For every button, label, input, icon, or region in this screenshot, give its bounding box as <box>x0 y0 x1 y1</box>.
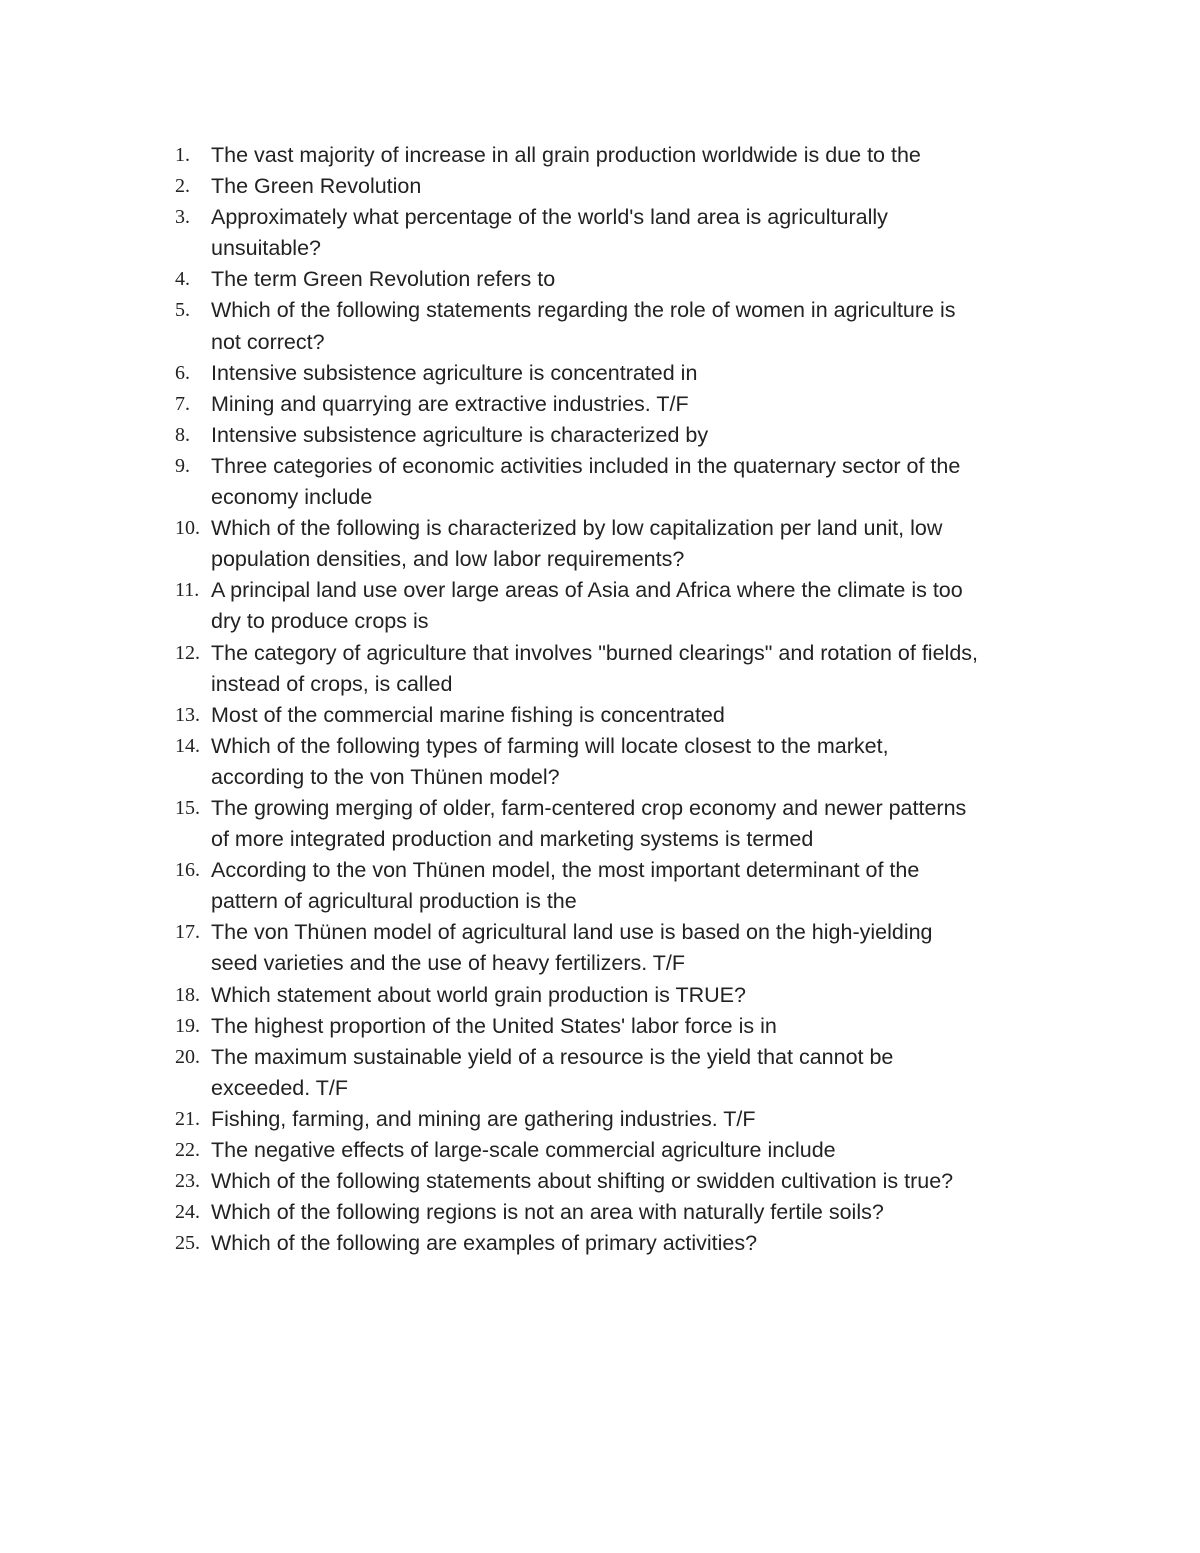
question-item <box>163 202 1063 264</box>
question-text-line: Which of the following are examples of primary activities? <box>211 1231 758 1256</box>
question-text <box>211 1135 1063 1166</box>
question-number: 19. <box>175 1014 200 1037</box>
question-text-line: The growing merging of older, farm-centered crop economy and newer patterns <box>211 795 967 820</box>
question-text-line: Which of the following regions is not an area with naturally fertile soils? <box>211 1200 884 1225</box>
question-text-line: according to the von Thünen model? <box>211 764 560 789</box>
question-text <box>211 451 1063 513</box>
question-number: 16. <box>175 859 200 882</box>
question-number: 10. <box>175 517 200 540</box>
question-text-line: population densities, and low labor requirements? <box>211 547 685 572</box>
question-item <box>163 140 1063 171</box>
question-text <box>211 202 1063 264</box>
question-text <box>211 917 1063 979</box>
question-text-line: The Green Revolution <box>211 174 422 199</box>
question-text-line: unsuitable? <box>211 236 321 261</box>
question-text <box>211 358 1063 389</box>
question-number: 25. <box>175 1232 200 1255</box>
question-number: 17. <box>175 921 200 944</box>
question-number: 8. <box>175 423 190 446</box>
question-number: 24. <box>175 1201 200 1224</box>
question-number: 1. <box>175 144 190 166</box>
question-text-line: of more integrated production and marketing systems is termed <box>211 827 814 852</box>
question-text-line: Intensive subsistence agriculture is concentrated in <box>211 360 698 385</box>
question-text-line: Which of the following statements regarding the role of women in agriculture is <box>211 298 956 323</box>
question-text <box>211 1166 1063 1197</box>
question-text-line: Which statement about world grain production is TRUE? <box>211 982 746 1007</box>
question-item <box>163 575 1063 637</box>
question-item <box>163 700 1063 731</box>
question-number: 2. <box>175 175 190 198</box>
question-item <box>163 1166 1063 1197</box>
question-number: 18. <box>175 983 200 1006</box>
question-item <box>163 389 1063 420</box>
question-text-line: Which of the following types of farming will locate closest to the market, <box>211 733 889 758</box>
question-text-line: exceeded. T/F <box>211 1075 349 1100</box>
question-text-line: The vast majority of increase in all grain production worldwide is due to the <box>211 143 921 167</box>
question-number: 23. <box>175 1170 200 1193</box>
question-item <box>163 171 1063 202</box>
question-number: 4. <box>175 268 190 291</box>
question-text-line: The maximum sustainable yield of a resource is the yield that cannot be <box>211 1044 894 1069</box>
question-number: 3. <box>175 206 190 229</box>
question-text-line: The term Green Revolution refers to <box>211 267 556 292</box>
question-text <box>211 389 1063 420</box>
question-text-line: The highest proportion of the United States' labor force is in <box>211 1013 777 1038</box>
question-number: 14. <box>175 734 200 757</box>
question-item <box>163 451 1063 513</box>
question-text <box>211 638 1063 700</box>
question-text <box>211 1197 1063 1228</box>
question-text-line: seed varieties and the use of heavy fertilizers. T/F <box>211 951 686 976</box>
question-text-line: The category of agriculture that involves "burned clearings" and rotation of fields, <box>211 640 978 665</box>
question-text-line: The negative effects of large-scale commercial agriculture include <box>211 1138 836 1162</box>
question-text <box>211 855 1063 917</box>
question-text <box>211 731 1063 793</box>
question-item <box>163 420 1063 451</box>
question-number: 11. <box>175 579 200 602</box>
question-item <box>163 980 1063 1011</box>
question-text-line: Fishing, farming, and mining are gathering industries. T/F <box>211 1106 756 1131</box>
question-text-line: Three categories of economic activities included in the quaternary sector of the <box>211 453 961 478</box>
question-text <box>211 420 1063 451</box>
question-item <box>163 855 1063 917</box>
question-item <box>163 917 1063 979</box>
question-number: 9. <box>175 454 190 477</box>
question-text <box>211 980 1063 1011</box>
question-item <box>163 358 1063 389</box>
question-text-line: not correct? <box>211 329 325 354</box>
question-text-line: Most of the commercial marine fishing is concentrated <box>211 702 725 727</box>
question-item <box>163 1011 1063 1042</box>
question-text <box>211 1104 1063 1135</box>
question-number: 5. <box>175 299 190 322</box>
question-text-line: instead of crops, is called <box>211 671 453 696</box>
question-number: 22. <box>175 1139 200 1161</box>
question-text <box>211 700 1063 731</box>
question-text-line: Mining and quarrying are extractive industries. T/F <box>211 391 689 416</box>
question-item <box>163 1228 1063 1259</box>
question-number: 15. <box>175 796 200 819</box>
question-item <box>163 1042 1063 1104</box>
question-number: 21. <box>175 1107 200 1130</box>
question-item <box>163 793 1063 855</box>
question-item <box>163 638 1063 700</box>
question-text-line: economy include <box>211 485 373 510</box>
question-text <box>211 264 1063 295</box>
question-number: 6. <box>175 361 190 384</box>
question-text <box>211 295 1063 357</box>
question-number: 7. <box>175 392 190 415</box>
question-text <box>211 171 1063 202</box>
question-text-line: Which of the following statements about shifting or swidden cultivation is true? <box>211 1169 954 1194</box>
question-item <box>163 264 1063 295</box>
question-item <box>163 513 1063 575</box>
question-item <box>163 1197 1063 1228</box>
question-item <box>163 1104 1063 1135</box>
question-text <box>211 1042 1063 1104</box>
question-text-line: Intensive subsistence agriculture is characterized by <box>211 422 709 447</box>
question-number: 12. <box>175 641 200 664</box>
question-list <box>163 140 1063 1259</box>
question-text <box>211 793 1063 855</box>
question-item <box>163 295 1063 357</box>
question-text <box>211 140 1063 171</box>
question-text-line: A principal land use over large areas of Asia and Africa where the climate is too <box>211 578 963 603</box>
question-number: 13. <box>175 703 200 726</box>
question-text <box>211 513 1063 575</box>
question-text-line: The von Thünen model of agricultural land use is based on the high-yielding <box>211 920 933 945</box>
question-item <box>163 731 1063 793</box>
question-text-line: pattern of agricultural production is the <box>211 889 577 914</box>
question-number: 20. <box>175 1045 200 1068</box>
question-text-line: According to the von Thünen model, the most important determinant of the <box>211 858 920 883</box>
question-text <box>211 575 1063 637</box>
question-text-line: Approximately what percentage of the world's land area is agriculturally <box>211 205 888 230</box>
question-text-line: Which of the following is characterized by low capitalization per land unit, low <box>211 516 943 541</box>
question-text-line: dry to produce crops is <box>211 609 429 634</box>
question-text <box>211 1228 1063 1259</box>
question-text <box>211 1011 1063 1042</box>
question-item <box>163 1135 1063 1166</box>
